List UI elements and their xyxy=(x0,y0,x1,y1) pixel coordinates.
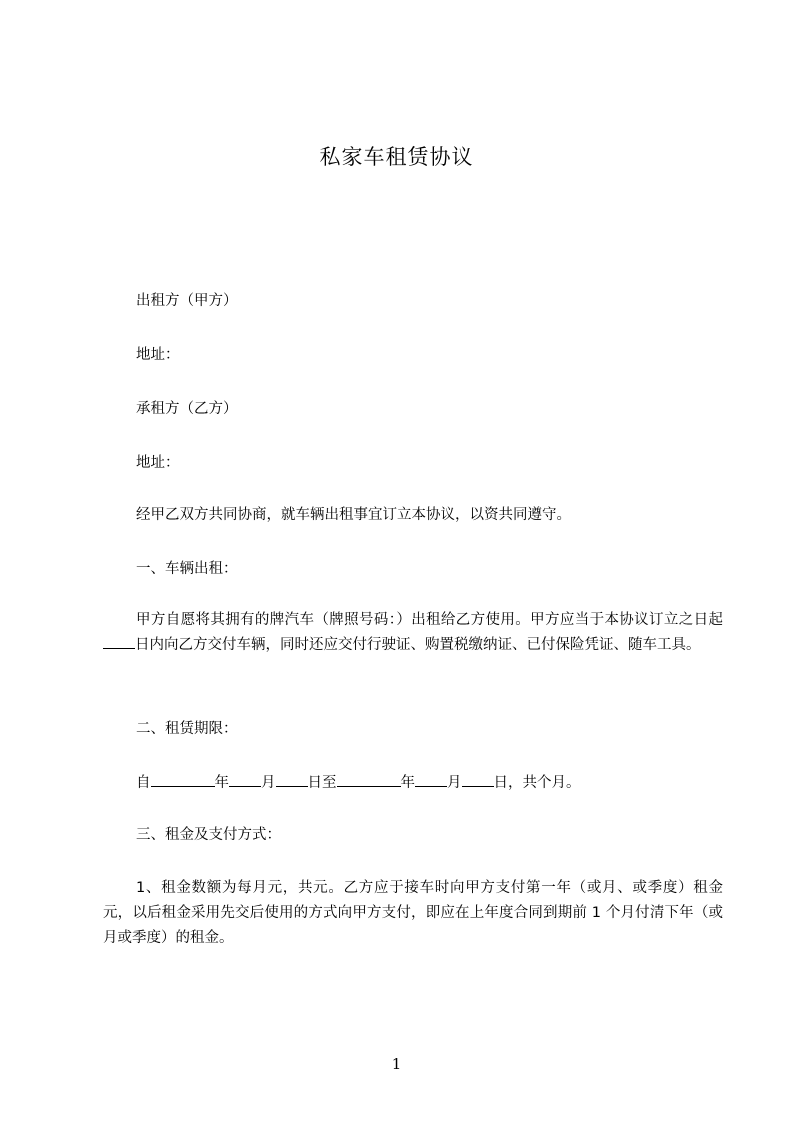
document-title: 私家车租赁协议 xyxy=(319,145,474,169)
lessor-address-label: 地址： xyxy=(136,347,180,363)
term-day-to: 日至 xyxy=(307,775,337,791)
days-blank xyxy=(103,634,135,649)
lease-term-line xyxy=(136,772,581,793)
section1-text-part2: 日内向乙方交付车辆，同时还应交付行驶证、购置税缴纳证、已付保险凭证、随车工具。 xyxy=(135,637,701,653)
page-number: 1 xyxy=(391,1055,402,1073)
lessor-label: 出租方（甲方） xyxy=(136,293,238,309)
term-year1: 年 xyxy=(214,775,229,791)
start-month-blank xyxy=(229,772,261,787)
lessee-label: 承租方（乙方） xyxy=(136,401,238,417)
section3-heading: 三、租金及支付方式： xyxy=(136,827,281,843)
intro-paragraph: 经甲乙双方共同协商，就车辆出租事宜订立本协议，以资共同遵守。 xyxy=(136,507,571,523)
end-day-blank xyxy=(462,772,494,787)
term-from: 自 xyxy=(136,775,151,791)
term-year2: 年 xyxy=(400,775,415,791)
section1-paragraph xyxy=(103,608,723,658)
lessee-address-label: 地址： xyxy=(136,455,180,471)
term-month2: 月 xyxy=(447,775,462,791)
start-year-blank xyxy=(151,772,215,787)
section1-heading: 一、车辆出租： xyxy=(136,561,238,577)
start-day-blank xyxy=(276,772,308,787)
term-month1: 月 xyxy=(261,775,276,791)
section1-text-part1: 甲方自愿将其拥有的牌汽车（牌照号码：）出租给乙方使用。甲方应当于本协议订立之日起 xyxy=(136,612,723,628)
section3-item1-paragraph: 1、租金数额为每月元，共元。乙方应于接车时向甲方支付第一年（或月、或季度）租金元，以后租金采用先交后使用的方式向甲方支付，即应在上年度合同到期前 1 个月付清下年（或月或季度）的租金。 xyxy=(103,880,723,946)
term-end: 日，共个月。 xyxy=(493,775,581,791)
section2-heading: 二、租赁期限： xyxy=(136,721,238,737)
end-month-blank xyxy=(415,772,447,787)
end-year-blank xyxy=(337,772,401,787)
